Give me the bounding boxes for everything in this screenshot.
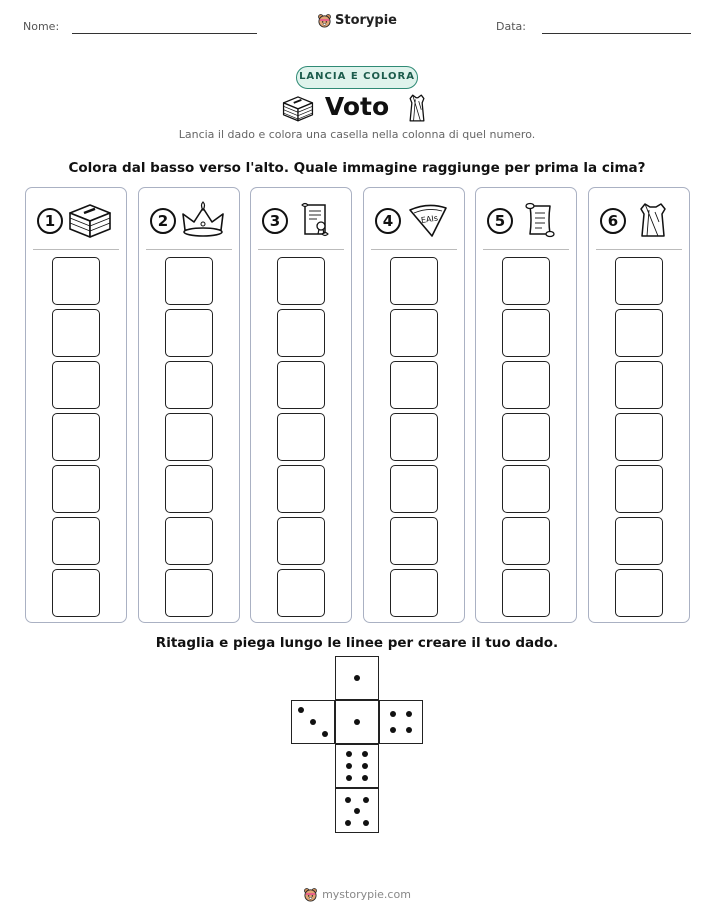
die-pip [346, 751, 352, 757]
page-title: Voto [324, 92, 390, 121]
die-pip [390, 711, 396, 717]
die-pip [345, 797, 351, 803]
die-face-right [379, 700, 423, 744]
toga-icon [405, 92, 429, 124]
column-number: 6 [600, 208, 626, 234]
die-face-top [335, 656, 379, 700]
column-number: 3 [262, 208, 288, 234]
die-pip [362, 751, 368, 757]
color-box[interactable] [165, 309, 213, 357]
name-line[interactable] [72, 33, 257, 34]
color-box[interactable] [165, 361, 213, 409]
die-pip [345, 820, 351, 826]
color-box[interactable] [277, 361, 325, 409]
board-instruction: Colora dal basso verso l'alto. Quale immagine raggiunge per prima la cima? [68, 160, 646, 176]
die-pip [322, 731, 328, 737]
color-box[interactable] [52, 257, 100, 305]
toga-icon [629, 200, 677, 240]
brand-logo [0, 13, 714, 33]
die-pip [310, 719, 316, 725]
column-divider [258, 249, 344, 250]
color-box[interactable] [615, 569, 663, 617]
color-box[interactable] [277, 413, 325, 461]
color-box[interactable] [52, 517, 100, 565]
color-box[interactable] [502, 569, 550, 617]
name-label: Nome: [23, 20, 60, 33]
footer-url: mystorypie.com [322, 888, 411, 901]
die-instruction: Ritaglia e piega lungo le linee per creare il tuo dado. [155, 635, 559, 651]
color-box[interactable] [390, 569, 438, 617]
die-face-bottom [335, 788, 379, 833]
footer [0, 887, 714, 907]
color-box[interactable] [502, 361, 550, 409]
column-number: 2 [150, 208, 176, 234]
column-divider [483, 249, 569, 250]
color-box[interactable] [502, 517, 550, 565]
color-box[interactable] [615, 309, 663, 357]
color-box[interactable] [502, 413, 550, 461]
color-box[interactable] [165, 257, 213, 305]
date-label: Data: [496, 20, 526, 33]
color-box[interactable] [52, 569, 100, 617]
column-number: 1 [37, 208, 63, 234]
die-pip [363, 820, 369, 826]
color-box[interactable] [52, 309, 100, 357]
bear-face-icon [317, 13, 332, 28]
column-5 [475, 187, 577, 623]
color-box[interactable] [277, 257, 325, 305]
color-box[interactable] [165, 465, 213, 513]
die-pip [406, 711, 412, 717]
color-box[interactable] [615, 413, 663, 461]
color-box[interactable] [165, 413, 213, 461]
column-3 [250, 187, 352, 623]
ostracon-shard-icon [404, 200, 452, 240]
die-pip [354, 675, 360, 681]
die-pip [362, 763, 368, 769]
crown-icon [179, 200, 227, 240]
activity-badge: LANCIA E COLORA [296, 66, 418, 89]
color-box[interactable] [615, 257, 663, 305]
die-pip [390, 727, 396, 733]
shard-text: EAIs [420, 213, 439, 225]
column-divider [596, 249, 682, 250]
column-number: 5 [487, 208, 513, 234]
die-pip [346, 775, 352, 781]
column-1 [25, 187, 127, 623]
color-box[interactable] [52, 465, 100, 513]
die-pip [363, 797, 369, 803]
scroll-icon [516, 200, 564, 240]
brand-name: Storypie [335, 13, 397, 28]
color-box[interactable] [277, 465, 325, 513]
color-box[interactable] [615, 465, 663, 513]
column-divider [33, 249, 119, 250]
color-box[interactable] [52, 361, 100, 409]
color-box[interactable] [502, 257, 550, 305]
color-box[interactable] [390, 257, 438, 305]
column-divider [146, 249, 232, 250]
color-box[interactable] [277, 517, 325, 565]
die-pip [362, 775, 368, 781]
die-pip [354, 808, 360, 814]
die-pip [354, 719, 360, 725]
color-box[interactable] [390, 465, 438, 513]
color-box[interactable] [502, 465, 550, 513]
die-pip [406, 727, 412, 733]
column-2 [138, 187, 240, 623]
column-number: 4 [375, 208, 401, 234]
color-box[interactable] [277, 309, 325, 357]
bear-face-icon [303, 887, 318, 902]
die-face-left [291, 700, 335, 744]
column-divider [371, 249, 457, 250]
column-6 [588, 187, 690, 623]
die-face-lower [335, 744, 379, 788]
color-box[interactable] [165, 517, 213, 565]
die-face-center [335, 700, 379, 744]
die-pip [346, 763, 352, 769]
color-box[interactable] [390, 517, 438, 565]
color-box[interactable] [615, 517, 663, 565]
color-box[interactable] [390, 361, 438, 409]
subtitle: Lancia il dado e colora una casella nella colonna di quel numero. [178, 128, 536, 141]
color-box[interactable] [390, 309, 438, 357]
color-box[interactable] [390, 413, 438, 461]
diploma-scroll-icon [291, 200, 339, 240]
color-box[interactable] [52, 413, 100, 461]
column-4 [363, 187, 465, 623]
color-box[interactable] [277, 569, 325, 617]
die-pip [298, 707, 304, 713]
ballot-box-icon [66, 200, 114, 240]
date-line[interactable] [542, 33, 691, 34]
color-box[interactable] [165, 569, 213, 617]
color-box[interactable] [502, 309, 550, 357]
color-box[interactable] [615, 361, 663, 409]
